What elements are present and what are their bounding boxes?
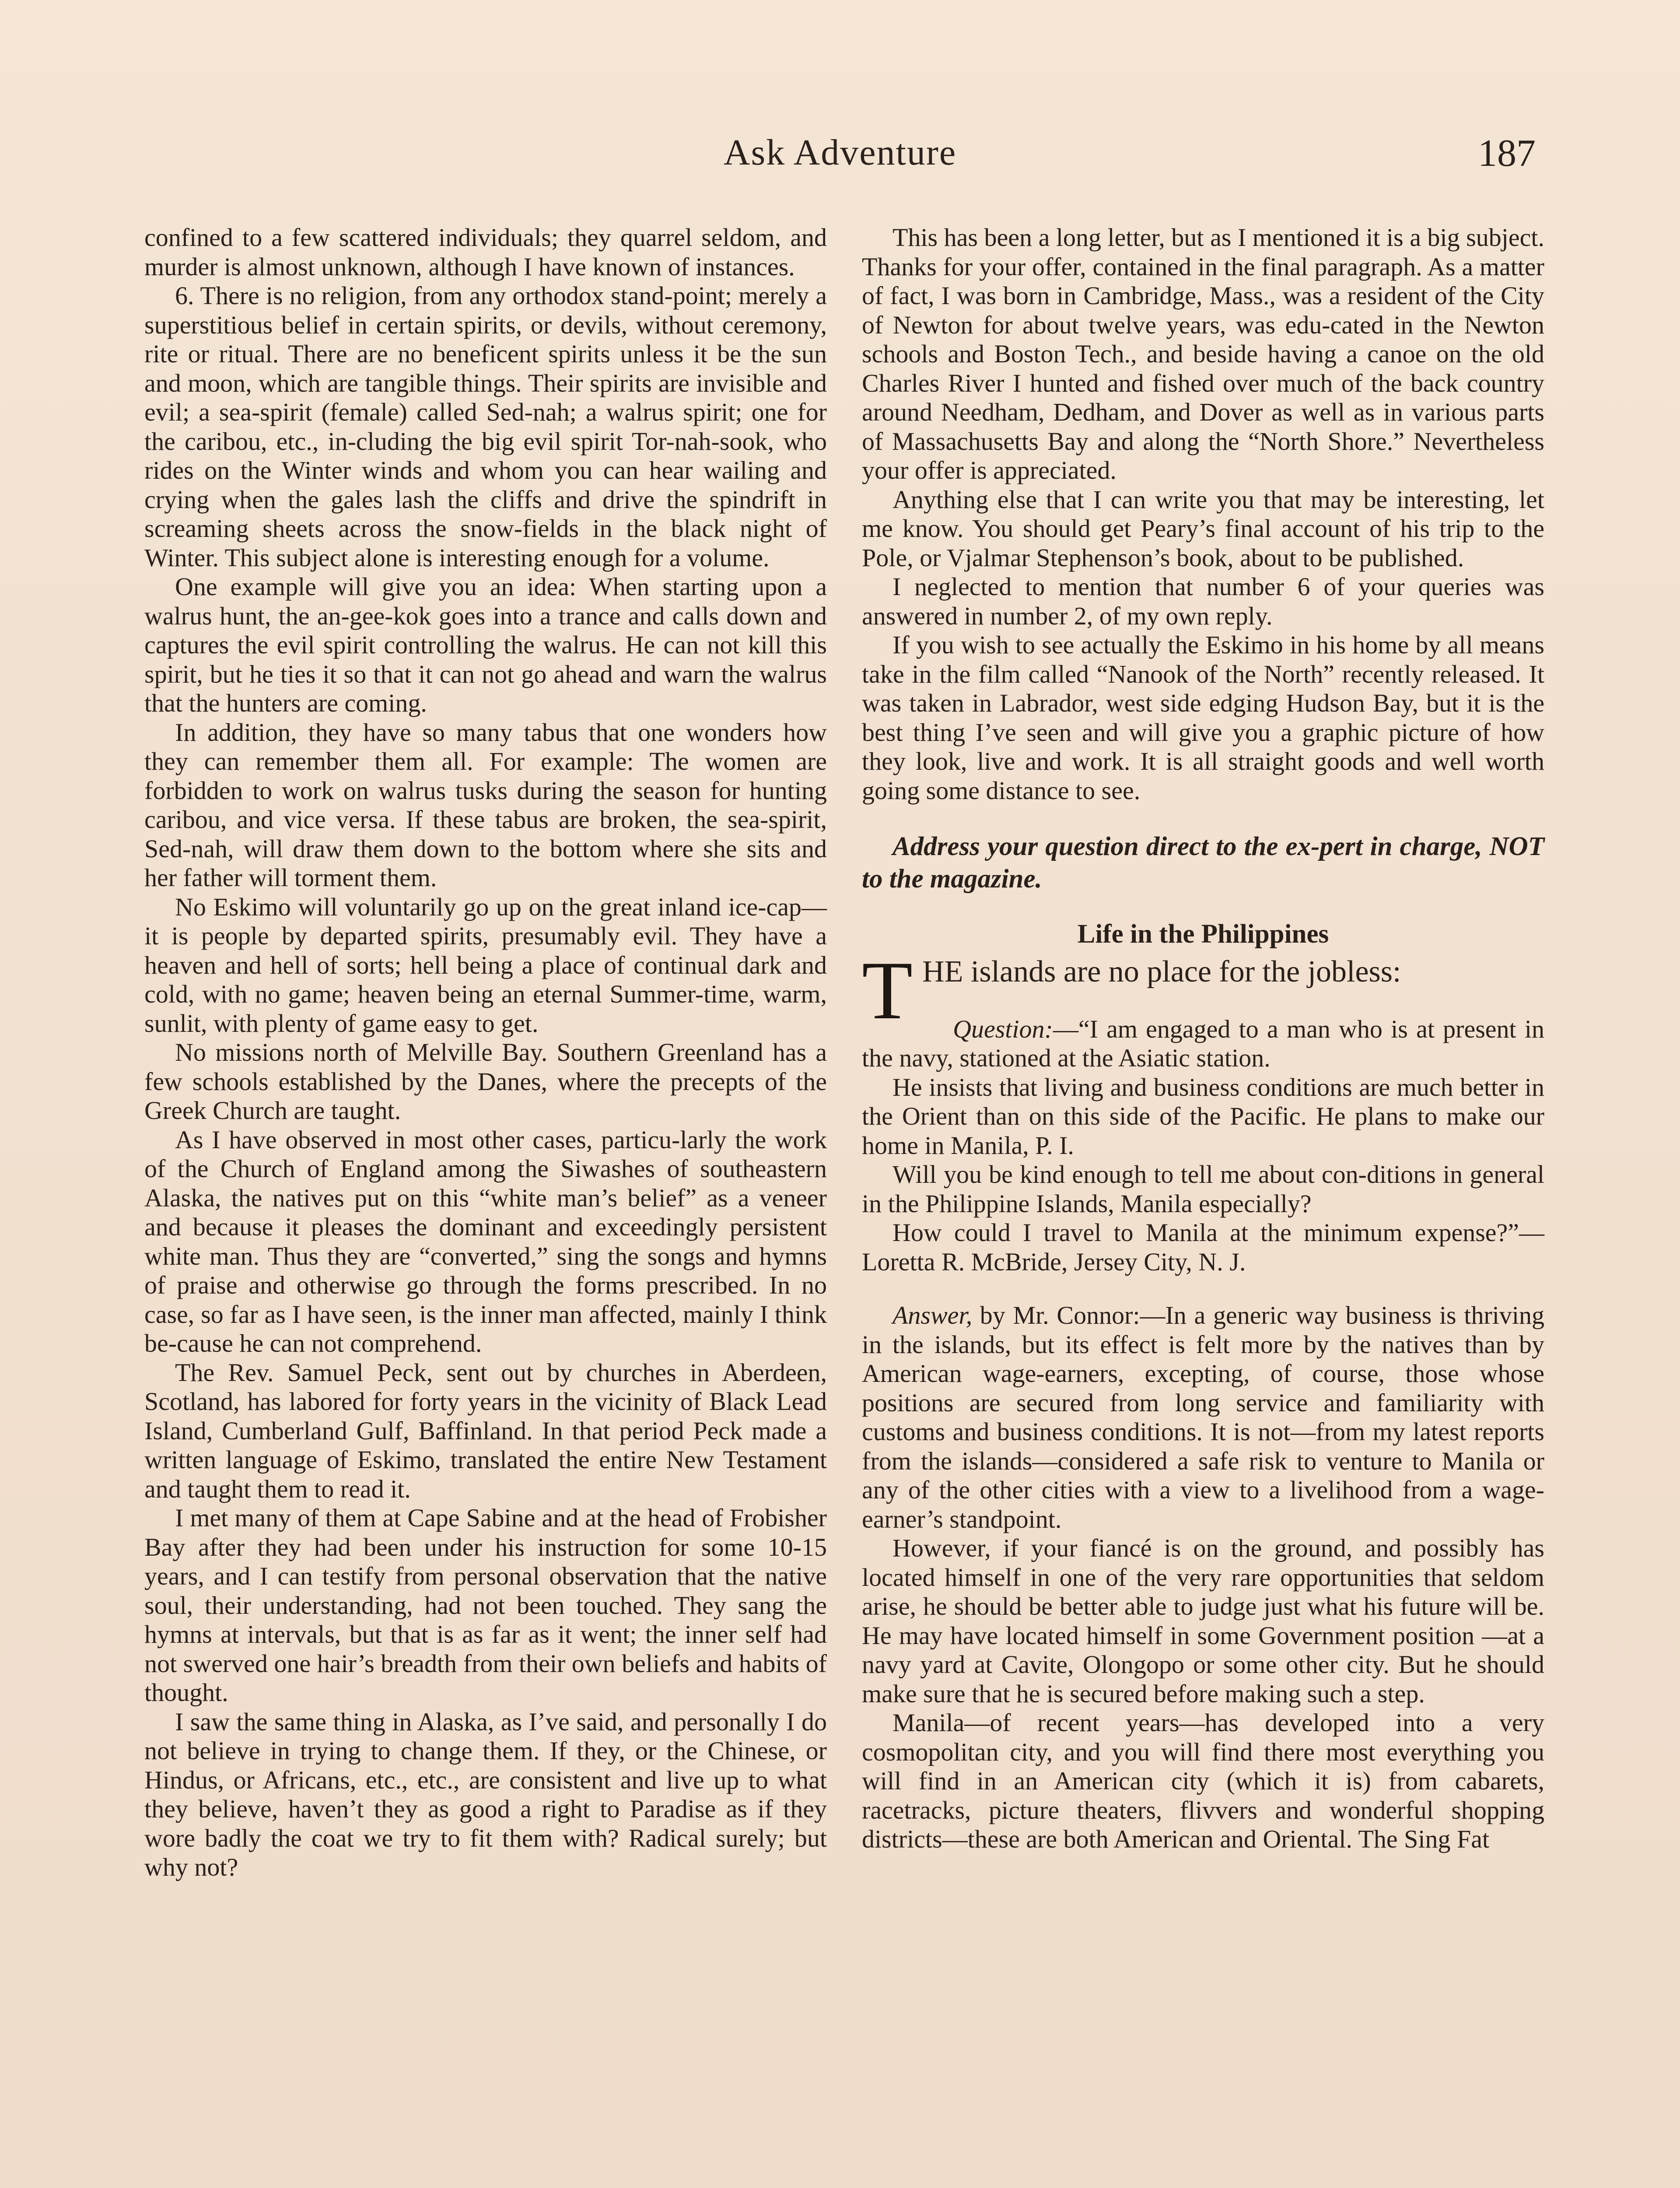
page-header [144,131,1536,188]
answer-paragraph [862,1301,1544,1534]
section-title: Life in the Philippines [1077,919,1329,949]
intro-text: HE islands are no place for the jobless: [922,954,1401,989]
paragraph: Manila—of recent years—has developed into a very cosmopolitan city, and you will find there most everything you will find in an American city (which it is) from cabarets, racetracks, picture theaters, flivvers and wonderful shopping districts—these are both American and Oriental. The Sing Fat [862,1708,1544,1853]
question-text: —“I am engaged to a man who is at present in the navy, stationed at the Asiatic station. [862,1014,1544,1072]
answer-label: Answer, [892,1301,973,1329]
paragraph: One example will give you an idea: When starting upon a walrus hunt, the an-gee-kok goes into a trance and calls down and captures the evil spirit controlling the walrus. He can not kill this spirit, but he ties it so that it can not go ahead and warn the walrus that the hunters are coming. [144,572,827,717]
paragraph: The Rev. Samuel Peck, sent out by churches in Aberdeen, Scotland, has labored for forty years in the vicinity of Black Lead Island, Cumberland Gulf, Baffinland. In that period Peck made a written language of Eskimo, translated the entire New Testament and taught them to read it. [144,1358,827,1503]
paragraph: Will you be kind enough to tell me about con-ditions in general in the Philippine Islands, Manila especially? [862,1160,1544,1218]
paragraph: If you wish to see actually the Eskimo in his home by all means take in the film called “Nanook of the North” recently released. It was taken in Labrador, west side edging Hudson Bay, but it is the best thing I’ve seen and will give you a graphic picture of how they look, live and work. It is all straight goods and well worth going some distance to see. [862,631,1544,805]
paragraph: How could I travel to Manila at the minimum expense?”—Loretta R. McBride, Jersey City, N. J. [862,1218,1544,1276]
paragraph: This has been a long letter, but as I mentioned it is a big subject. Thanks for your offer, contained in the final paragraph. As a matter of fact, I was born in Cambridge, Mass., was a resident of the City of Newton for about twelve years, was edu-cated in the Newton schools and Boston Tech., and beside having a canoe on the old Charles River I hunted and fished over much of the back country around Needham, Dedham, and Dover as well as in various parts of Massachusetts Bay and along the “North Shore.” Nevertheless your offer is appreciated. [862,223,1544,484]
paragraph: 6. There is no religion, from any orthodox stand-point; merely a superstitious belief in certain spirits, or devils, without ceremony, rite or ritual. There are no beneficent spirits unless it be the sun and moon, which are tangible things. Their spirits are invisible and evil; a sea-spirit (female) called Sed-nah; a walrus spirit; one for the caribou, etc., in-cluding the big evil spirit Tor-nah-sook, who rides on the Winter winds and whom you can hear wailing and crying when the gales lash the cliffs and drive the spindrift in screaming sheets across the snow-fields in the black night of Winter. This subject alone is interesting enough for a volume. [144,281,827,572]
paragraph: Anything else that I can write you that may be interesting, let me know. You should get Peary’s final account of his trip to the Pole, or Vjalmar Stephenson’s book, about to be published. [862,485,1544,572]
paragraph: However, if your fiancé is on the ground, and possibly has located himself in one of the very rare opportunities that seldom arise, he should be better able to judge just what his future will be. He may have located himself in some Government position —at a navy yard at Cavite, Olongopo or some other city. But he should make sure that he is secured before making such a step. [862,1534,1544,1708]
left-column [144,223,827,1882]
drop-cap: T [862,944,913,1037]
paragraph: I met many of them at Cape Sabine and at the head of Frobisher Bay after they had been under his instruction for some 10-15 years, and I can testify from personal observation that the native soul, their understanding, had not been touched. They sang the hymns at intervals, but that is as far as it went; the inner self had not swerved one hair’s breadth from their own beliefs and habits of thought. [144,1504,827,1707]
paragraph: No Eskimo will voluntarily go up on the great inland ice-cap—it is people by departed spirits, presumably evil. They have a heaven and hell of sorts; hell being a place of continual dark and cold, with no game; heaven being an eternal Summer-time, warm, sunlit, with plenty of game easy to get. [144,892,827,1038]
paragraph: As I have observed in most other cases, particu-larly the work of the Church of England among the Siwashes of southeastern Alaska, the natives put on this “white man’s belief” as a veneer and because it pleases the dominant and exceedingly persistent white man. Thus they are “converted,” sing the songs and hymns of praise and otherwise go through the forms prescribed. In no case, so far as I have seen, is the inner man affected, mainly I think be-cause he can not comprehend. [144,1125,827,1357]
paragraph: I neglected to mention that number 6 of your queries was answered in number 2, of my own reply. [862,572,1544,630]
paragraph: No missions north of Melville Bay. Southern Greenland has a few schools established by the Danes, where the precepts of the Greek Church are taught. [144,1038,827,1125]
right-column [862,223,1544,1854]
paragraph: He insists that living and business conditions are much better in the Orient than on this side of the Pacific. He plans to make our home in Manila, P. I. [862,1073,1544,1160]
paragraph: I saw the same thing in Alaska, as I’ve said, and personally I do not believe in trying to change them. If they, or the Chinese, or Hindus, or Africans, etc., etc., are consistent and live up to what they believe, haven’t they as good a right to Paradise as if they wore badly the coat we try to fit them with? Radical surely; but why not? [144,1707,827,1881]
answer-text: by Mr. Connor:—In a generic way business is thriving in the islands, but its effect is felt more by the natives than by American wage-earners, excepting, of course, those whose positions are secured from long service and familiarity with customs and business conditions. It is not—from my latest reports from the islands—considered a safe risk to venture to Manila or any of the other cities with a view to a livelihood from a wage-earner’s standpoint. [862,1301,1544,1533]
paragraph: confined to a few scattered individuals; they quarrel seldom, and murder is almost unknown, although I have known of instances. [144,223,827,281]
page-number: 187 [1478,132,1536,175]
question-label: Question: [953,1014,1053,1043]
running-head: Ask Adventure [723,132,957,173]
question-paragraph [862,1015,1544,1073]
address-note: Address your question direct to the ex-pert in charge, NOT to the magazine. [862,832,1544,894]
paragraph: In addition, they have so many tabus that one wonders how they can remember them all. For example: The women are forbidden to work on walrus tusks during the season for hunting caribou, and vice versa. If these tabus are broken, the sea-spirit, Sed-nah, will draw them down to the bottom where she sits and her father will torment them. [144,718,827,892]
